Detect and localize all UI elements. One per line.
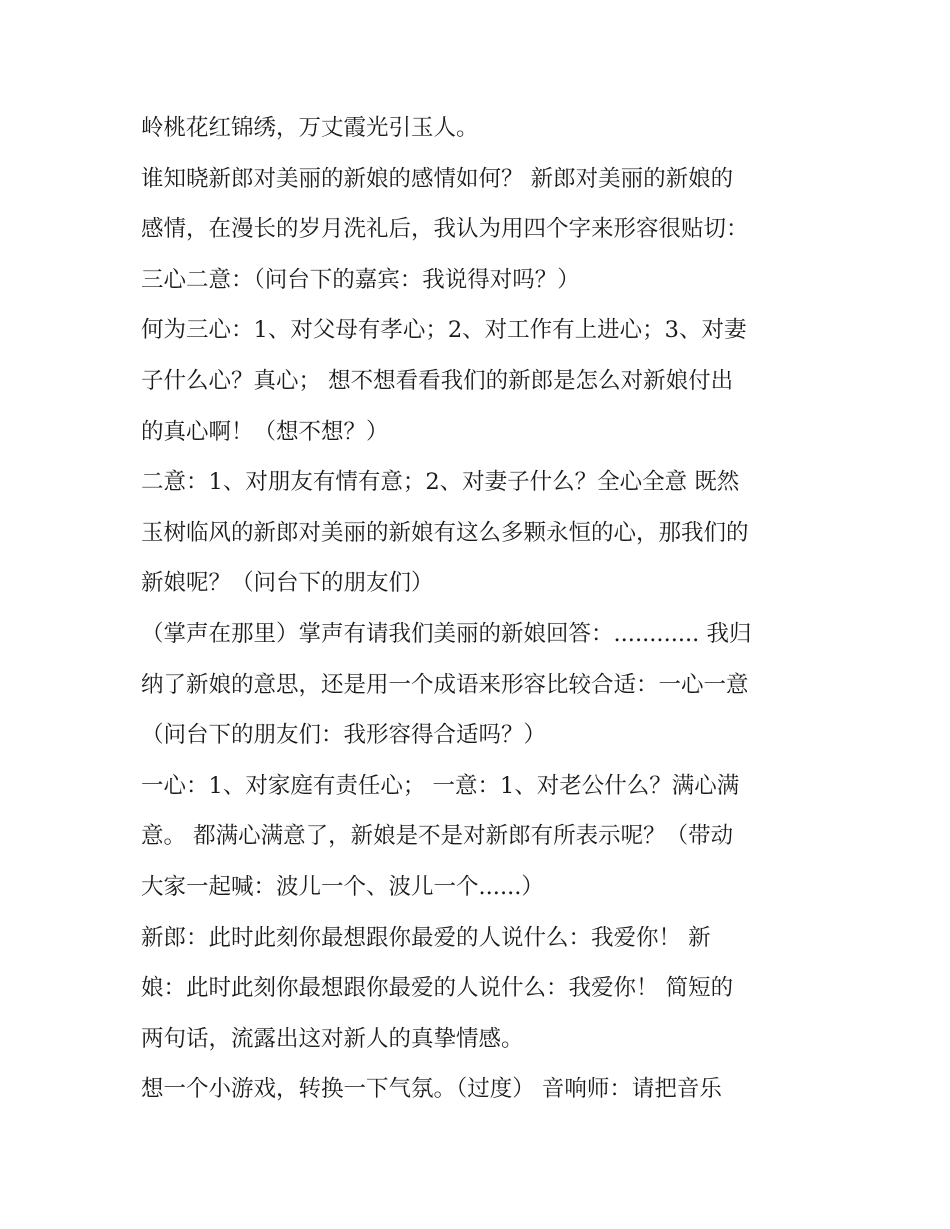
text-line: 岭桃花红锦绣，万丈霞光引玉人。 [141,115,479,141]
text-line: 谁知晓新郎对美丽的新娘的感情如何？ 新郎对美丽的新娘的 [141,165,734,192]
text-line: 玉树临风的新郎对美丽的新娘有这么多颗永恒的心，那我们的 [141,519,749,546]
text-line: 一心：1、对家庭有责任心； 一意：1、对老公什么？满心满 [141,772,740,799]
text-line: 两句话，流露出这对新人的真挚情感。 [141,1025,524,1052]
document-body [141,103,821,1115]
text-line: 二意：1、对朋友有情有意；2、对妻子什么？全心全意 既然 [141,469,740,496]
text-line: 大家一起喊：波儿一个、波儿一个......） [141,873,544,900]
text-line: 新娘呢？（问台下的朋友们） [141,570,434,597]
text-line: 感情，在漫长的岁月洗礼后，我认为用四个字来形容很贴切： [141,216,749,243]
text-line: 意。 都满心满意了，新娘是不是对新郎有所表示呢？（带动 [141,823,734,850]
text-line: 的真心啊！（想不想？） [141,418,389,445]
text-line: 新郎：此时此刻你最想跟你最爱的人说什么：我爱你！ 新 [141,924,711,951]
text-line: 纳了新娘的意思，还是用一个成语来形容比较合适：一心一意 [141,671,749,698]
text-line: 子什么心？真心； 想不想看看我们的新郎是怎么对新娘付出 [141,367,734,394]
text-line: 何为三心：1、对父母有孝心；2、对工作有上进心；3、对妻 [141,317,747,344]
text-line: （掌声在那里）掌声有请我们美丽的新娘回答：............ 我归 [141,620,752,647]
text-line: 三心二意：（问台下的嘉宾：我说得对吗？） [141,266,580,293]
text-line: 想一个小游戏，转换一下气氛。（过度） 音响师：请把音乐 [141,1076,722,1103]
text-line: （问台下的朋友们：我形容得合适吗？） [141,722,547,749]
text-line: 娘：此时此刻你最想跟你最爱的人说什么：我爱你！ 简短的 [141,975,734,1002]
